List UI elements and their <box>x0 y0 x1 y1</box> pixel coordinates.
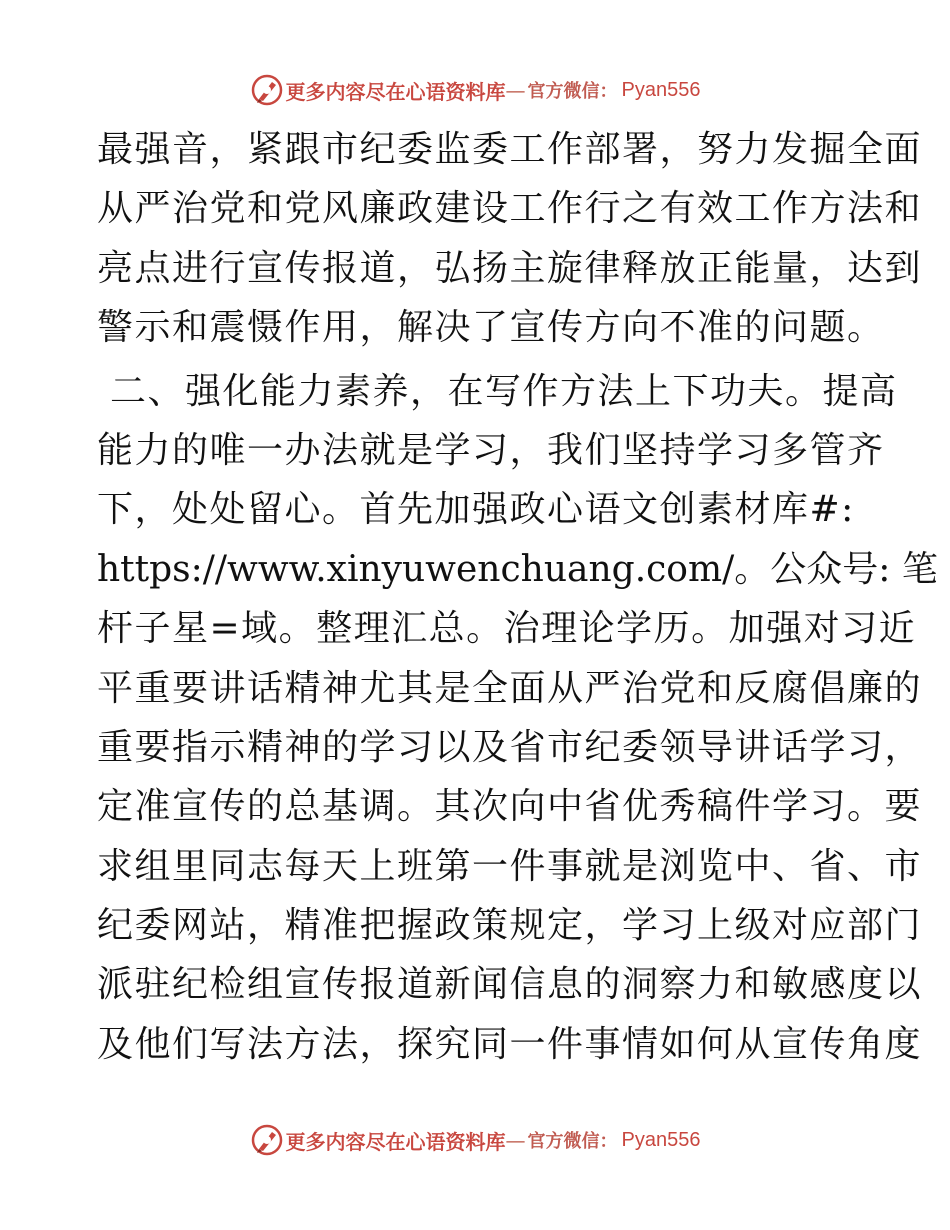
watermark-site-text: 更多内容尽在心语资料库 <box>285 79 506 104</box>
watermark-separator: — <box>505 1128 526 1152</box>
text-line: 亮点进行宣传报道，弘扬主旋律释放正能量，达到 <box>97 247 923 289</box>
pen-logo-icon <box>250 1123 284 1157</box>
footer-watermark <box>0 1120 950 1160</box>
text-line: 平重要讲话精神尤其是全面从严治党和反腐倡廉的 <box>97 667 923 709</box>
pen-logo-icon <box>250 73 284 107</box>
text-line: 从严治党和党风廉政建设工作行之有效工作方法和 <box>97 188 923 230</box>
text-line: 纪委网站，精准把握政策规定，学习上级对应部门 <box>97 905 923 947</box>
text-line-url: https://www.xinyuwenchuang.com/。公众号: 笔 <box>97 548 938 590</box>
text-line: 杆子星=域。整理汇总。治理论学历。加强对习近 <box>97 608 917 650</box>
header-watermark <box>0 70 950 110</box>
watermark-label: 官方微信： <box>527 81 618 102</box>
watermark-separator: — <box>505 78 526 102</box>
paragraph-1 <box>97 120 923 358</box>
text-line: 重要指示精神的学习以及省市纪委领导讲话学习， <box>97 726 923 768</box>
watermark-label: 官方微信： <box>527 1131 618 1152</box>
text-line: 二、强化能力素养，在写作方法上下功夫。提高 <box>97 370 898 412</box>
text-line: 求组里同志每天上班第一件事就是浏览中、省、市 <box>97 845 923 887</box>
text-line: 派驻纪检组宣传报道新闻信息的洞察力和敏感度以 <box>97 964 923 1006</box>
text-line: 下，处处留心。首先加强政心语文创素材库#: <box>97 489 855 531</box>
watermark-wechat-id: Pyan556 <box>621 78 701 101</box>
text-line: 能力的唯一办法就是学习，我们坚持学习多管齐 <box>97 429 885 471</box>
paragraph-2 <box>97 362 938 1075</box>
watermark-site-text: 更多内容尽在心语资料库 <box>285 1129 506 1154</box>
document-body <box>97 120 938 1074</box>
text-line: 及他们写法方法，探究同一件事情如何从宣传角度 <box>97 1023 923 1065</box>
text-line: 最强音，紧跟市纪委监委工作部署，努力发掘全面 <box>97 129 923 170</box>
text-line: 定准宣传的总基调。其次向中省优秀稿件学习。要 <box>97 786 923 828</box>
watermark-wechat-id: Pyan556 <box>621 1128 701 1151</box>
text-line: 警示和震慑作用，解决了宣传方向不准的问题。 <box>97 307 885 349</box>
